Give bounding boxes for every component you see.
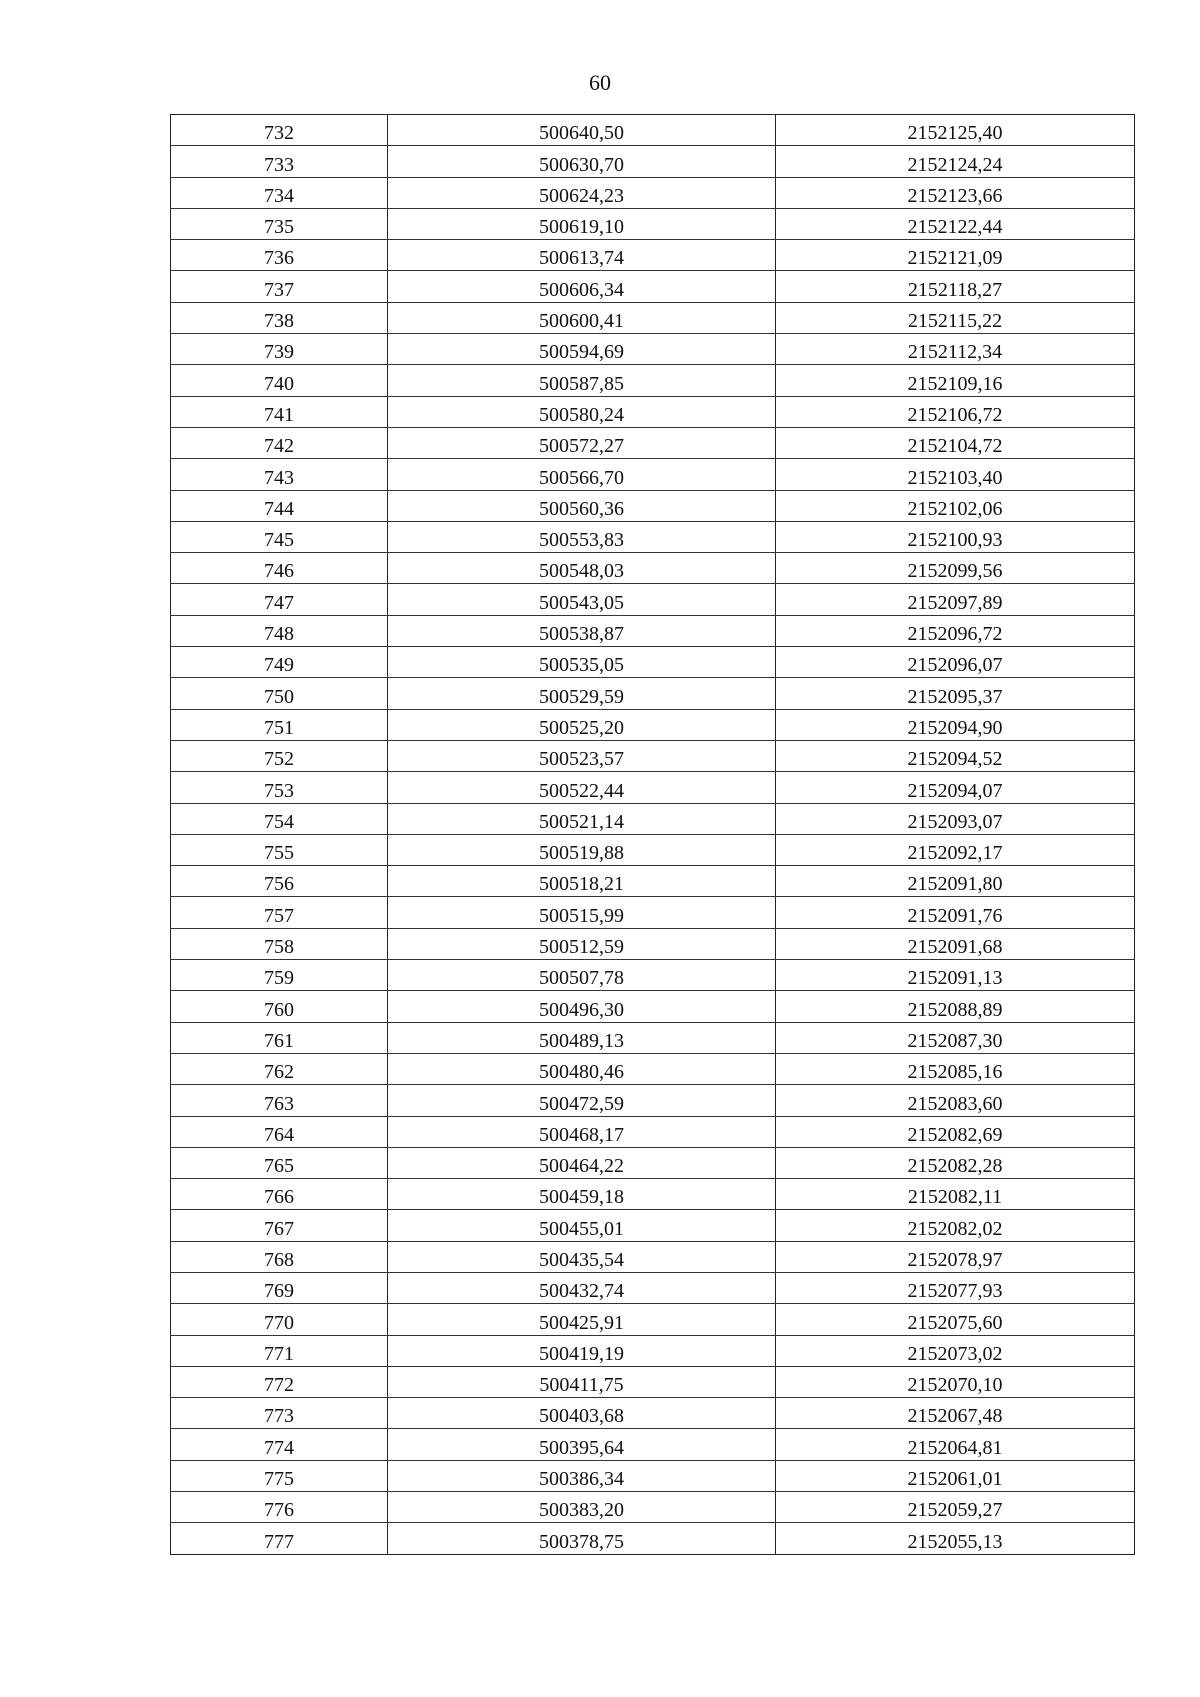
y-coordinate-cell: 2152092,17: [776, 834, 1135, 865]
y-coordinate-cell: 2152091,80: [776, 866, 1135, 897]
y-coordinate-cell: 2152091,13: [776, 960, 1135, 991]
table-row: [171, 1272, 1135, 1303]
y-coordinate-cell: 2152087,30: [776, 1022, 1135, 1053]
x-coordinate-cell: 500529,59: [388, 678, 776, 709]
x-coordinate-cell: 500606,34: [388, 271, 776, 302]
y-coordinate-cell: 2152082,02: [776, 1210, 1135, 1241]
table-row: [171, 866, 1135, 897]
x-coordinate-cell: 500386,34: [388, 1460, 776, 1491]
y-coordinate-cell: 2152067,48: [776, 1398, 1135, 1429]
x-coordinate-cell: 500538,87: [388, 615, 776, 646]
table-row: [171, 928, 1135, 959]
y-coordinate-cell: 2152088,89: [776, 991, 1135, 1022]
table-row: [171, 709, 1135, 740]
x-coordinate-cell: 500613,74: [388, 240, 776, 271]
y-coordinate-cell: 2152102,06: [776, 490, 1135, 521]
y-coordinate-cell: 2152061,01: [776, 1460, 1135, 1491]
x-coordinate-cell: 500523,57: [388, 740, 776, 771]
point-number-cell: 733: [171, 146, 388, 177]
y-coordinate-cell: 2152059,27: [776, 1492, 1135, 1523]
y-coordinate-cell: 2152124,24: [776, 146, 1135, 177]
y-coordinate-cell: 2152099,56: [776, 553, 1135, 584]
coordinates-table: [170, 114, 1135, 1555]
table-row: [171, 1398, 1135, 1429]
x-coordinate-cell: 500468,17: [388, 1116, 776, 1147]
point-number-cell: 755: [171, 834, 388, 865]
point-number-cell: 732: [171, 115, 388, 146]
y-coordinate-cell: 2152100,93: [776, 521, 1135, 552]
table-row: [171, 834, 1135, 865]
table-row: [171, 240, 1135, 271]
table-row: [171, 1179, 1135, 1210]
x-coordinate-cell: 500378,75: [388, 1523, 776, 1554]
x-coordinate-cell: 500419,19: [388, 1335, 776, 1366]
table-row: [171, 553, 1135, 584]
point-number-cell: 772: [171, 1366, 388, 1397]
y-coordinate-cell: 2152093,07: [776, 803, 1135, 834]
point-number-cell: 736: [171, 240, 388, 271]
table-row: [171, 146, 1135, 177]
point-number-cell: 760: [171, 991, 388, 1022]
y-coordinate-cell: 2152125,40: [776, 115, 1135, 146]
point-number-cell: 759: [171, 960, 388, 991]
x-coordinate-cell: 500459,18: [388, 1179, 776, 1210]
y-coordinate-cell: 2152078,97: [776, 1241, 1135, 1272]
y-coordinate-cell: 2152070,10: [776, 1366, 1135, 1397]
point-number-cell: 773: [171, 1398, 388, 1429]
x-coordinate-cell: 500553,83: [388, 521, 776, 552]
x-coordinate-cell: 500455,01: [388, 1210, 776, 1241]
point-number-cell: 738: [171, 302, 388, 333]
y-coordinate-cell: 2152097,89: [776, 584, 1135, 615]
y-coordinate-cell: 2152118,27: [776, 271, 1135, 302]
table-row: [171, 897, 1135, 928]
x-coordinate-cell: 500580,24: [388, 396, 776, 427]
table-row: [171, 365, 1135, 396]
x-coordinate-cell: 500383,20: [388, 1492, 776, 1523]
y-coordinate-cell: 2152123,66: [776, 177, 1135, 208]
table-row: [171, 615, 1135, 646]
x-coordinate-cell: 500522,44: [388, 772, 776, 803]
x-coordinate-cell: 500518,21: [388, 866, 776, 897]
x-coordinate-cell: 500403,68: [388, 1398, 776, 1429]
y-coordinate-cell: 2152085,16: [776, 1053, 1135, 1084]
x-coordinate-cell: 500630,70: [388, 146, 776, 177]
page-number: 60: [589, 70, 611, 95]
x-coordinate-cell: 500535,05: [388, 647, 776, 678]
y-coordinate-cell: 2152082,11: [776, 1179, 1135, 1210]
y-coordinate-cell: 2152094,52: [776, 740, 1135, 771]
table-row: [171, 1241, 1135, 1272]
x-coordinate-cell: 500472,59: [388, 1085, 776, 1116]
y-coordinate-cell: 2152055,13: [776, 1523, 1135, 1554]
table-row: [171, 115, 1135, 146]
table-row: [171, 960, 1135, 991]
x-coordinate-cell: 500464,22: [388, 1147, 776, 1178]
point-number-cell: 735: [171, 208, 388, 239]
table-row: [171, 302, 1135, 333]
y-coordinate-cell: 2152106,72: [776, 396, 1135, 427]
x-coordinate-cell: 500435,54: [388, 1241, 776, 1272]
table-row: [171, 1523, 1135, 1554]
y-coordinate-cell: 2152083,60: [776, 1085, 1135, 1116]
x-coordinate-cell: 500624,23: [388, 177, 776, 208]
table-row: [171, 1335, 1135, 1366]
x-coordinate-cell: 500489,13: [388, 1022, 776, 1053]
point-number-cell: 740: [171, 365, 388, 396]
table-row: [171, 1460, 1135, 1491]
y-coordinate-cell: 2152096,07: [776, 647, 1135, 678]
y-coordinate-cell: 2152094,07: [776, 772, 1135, 803]
point-number-cell: 739: [171, 334, 388, 365]
x-coordinate-cell: 500521,14: [388, 803, 776, 834]
point-number-cell: 756: [171, 866, 388, 897]
y-coordinate-cell: 2152103,40: [776, 459, 1135, 490]
x-coordinate-cell: 500572,27: [388, 427, 776, 458]
y-coordinate-cell: 2152077,93: [776, 1272, 1135, 1303]
table-row: [171, 772, 1135, 803]
x-coordinate-cell: 500594,69: [388, 334, 776, 365]
point-number-cell: 758: [171, 928, 388, 959]
table-row: [171, 740, 1135, 771]
table-row: [171, 1147, 1135, 1178]
point-number-cell: 767: [171, 1210, 388, 1241]
table-row: [171, 647, 1135, 678]
point-number-cell: 741: [171, 396, 388, 427]
y-coordinate-cell: 2152082,69: [776, 1116, 1135, 1147]
point-number-cell: 748: [171, 615, 388, 646]
point-number-cell: 752: [171, 740, 388, 771]
x-coordinate-cell: 500395,64: [388, 1429, 776, 1460]
x-coordinate-cell: 500560,36: [388, 490, 776, 521]
table-row: [171, 208, 1135, 239]
point-number-cell: 769: [171, 1272, 388, 1303]
point-number-cell: 737: [171, 271, 388, 302]
y-coordinate-cell: 2152073,02: [776, 1335, 1135, 1366]
point-number-cell: 764: [171, 1116, 388, 1147]
point-number-cell: 763: [171, 1085, 388, 1116]
y-coordinate-cell: 2152122,44: [776, 208, 1135, 239]
y-coordinate-cell: 2152091,76: [776, 897, 1135, 928]
point-number-cell: 777: [171, 1523, 388, 1554]
table-row: [171, 1366, 1135, 1397]
table-row: [171, 177, 1135, 208]
point-number-cell: 751: [171, 709, 388, 740]
table-row: [171, 1022, 1135, 1053]
point-number-cell: 746: [171, 553, 388, 584]
point-number-cell: 766: [171, 1179, 388, 1210]
y-coordinate-cell: 2152094,90: [776, 709, 1135, 740]
point-number-cell: 747: [171, 584, 388, 615]
point-number-cell: 768: [171, 1241, 388, 1272]
table-row: [171, 271, 1135, 302]
y-coordinate-cell: 2152064,81: [776, 1429, 1135, 1460]
x-coordinate-cell: 500480,46: [388, 1053, 776, 1084]
table-row: [171, 334, 1135, 365]
point-number-cell: 744: [171, 490, 388, 521]
table-row: [171, 991, 1135, 1022]
point-number-cell: 770: [171, 1304, 388, 1335]
y-coordinate-cell: 2152109,16: [776, 365, 1135, 396]
x-coordinate-cell: 500600,41: [388, 302, 776, 333]
point-number-cell: 776: [171, 1492, 388, 1523]
x-coordinate-cell: 500507,78: [388, 960, 776, 991]
x-coordinate-cell: 500411,75: [388, 1366, 776, 1397]
table-row: [171, 803, 1135, 834]
table-row: [171, 1429, 1135, 1460]
coordinates-table-body: [171, 115, 1135, 1555]
x-coordinate-cell: 500496,30: [388, 991, 776, 1022]
x-coordinate-cell: 500432,74: [388, 1272, 776, 1303]
point-number-cell: 762: [171, 1053, 388, 1084]
point-number-cell: 750: [171, 678, 388, 709]
x-coordinate-cell: 500525,20: [388, 709, 776, 740]
point-number-cell: 749: [171, 647, 388, 678]
point-number-cell: 742: [171, 427, 388, 458]
x-coordinate-cell: 500566,70: [388, 459, 776, 490]
point-number-cell: 743: [171, 459, 388, 490]
y-coordinate-cell: 2152095,37: [776, 678, 1135, 709]
table-row: [171, 1210, 1135, 1241]
point-number-cell: 775: [171, 1460, 388, 1491]
table-row: [171, 584, 1135, 615]
x-coordinate-cell: 500425,91: [388, 1304, 776, 1335]
y-coordinate-cell: 2152104,72: [776, 427, 1135, 458]
table-row: [171, 1085, 1135, 1116]
point-number-cell: 734: [171, 177, 388, 208]
table-row: [171, 459, 1135, 490]
y-coordinate-cell: 2152075,60: [776, 1304, 1135, 1335]
table-row: [171, 1116, 1135, 1147]
y-coordinate-cell: 2152082,28: [776, 1147, 1135, 1178]
table-row: [171, 1492, 1135, 1523]
point-number-cell: 745: [171, 521, 388, 552]
point-number-cell: 765: [171, 1147, 388, 1178]
point-number-cell: 754: [171, 803, 388, 834]
x-coordinate-cell: 500512,59: [388, 928, 776, 959]
x-coordinate-cell: 500519,88: [388, 834, 776, 865]
x-coordinate-cell: 500515,99: [388, 897, 776, 928]
y-coordinate-cell: 2152121,09: [776, 240, 1135, 271]
table-row: [171, 678, 1135, 709]
y-coordinate-cell: 2152112,34: [776, 334, 1135, 365]
x-coordinate-cell: 500640,50: [388, 115, 776, 146]
table-row: [171, 1053, 1135, 1084]
point-number-cell: 771: [171, 1335, 388, 1366]
x-coordinate-cell: 500587,85: [388, 365, 776, 396]
x-coordinate-cell: 500543,05: [388, 584, 776, 615]
x-coordinate-cell: 500548,03: [388, 553, 776, 584]
x-coordinate-cell: 500619,10: [388, 208, 776, 239]
table-row: [171, 396, 1135, 427]
table-row: [171, 490, 1135, 521]
y-coordinate-cell: 2152091,68: [776, 928, 1135, 959]
point-number-cell: 753: [171, 772, 388, 803]
point-number-cell: 757: [171, 897, 388, 928]
table-row: [171, 521, 1135, 552]
table-row: [171, 427, 1135, 458]
point-number-cell: 761: [171, 1022, 388, 1053]
y-coordinate-cell: 2152115,22: [776, 302, 1135, 333]
y-coordinate-cell: 2152096,72: [776, 615, 1135, 646]
table-row: [171, 1304, 1135, 1335]
point-number-cell: 774: [171, 1429, 388, 1460]
